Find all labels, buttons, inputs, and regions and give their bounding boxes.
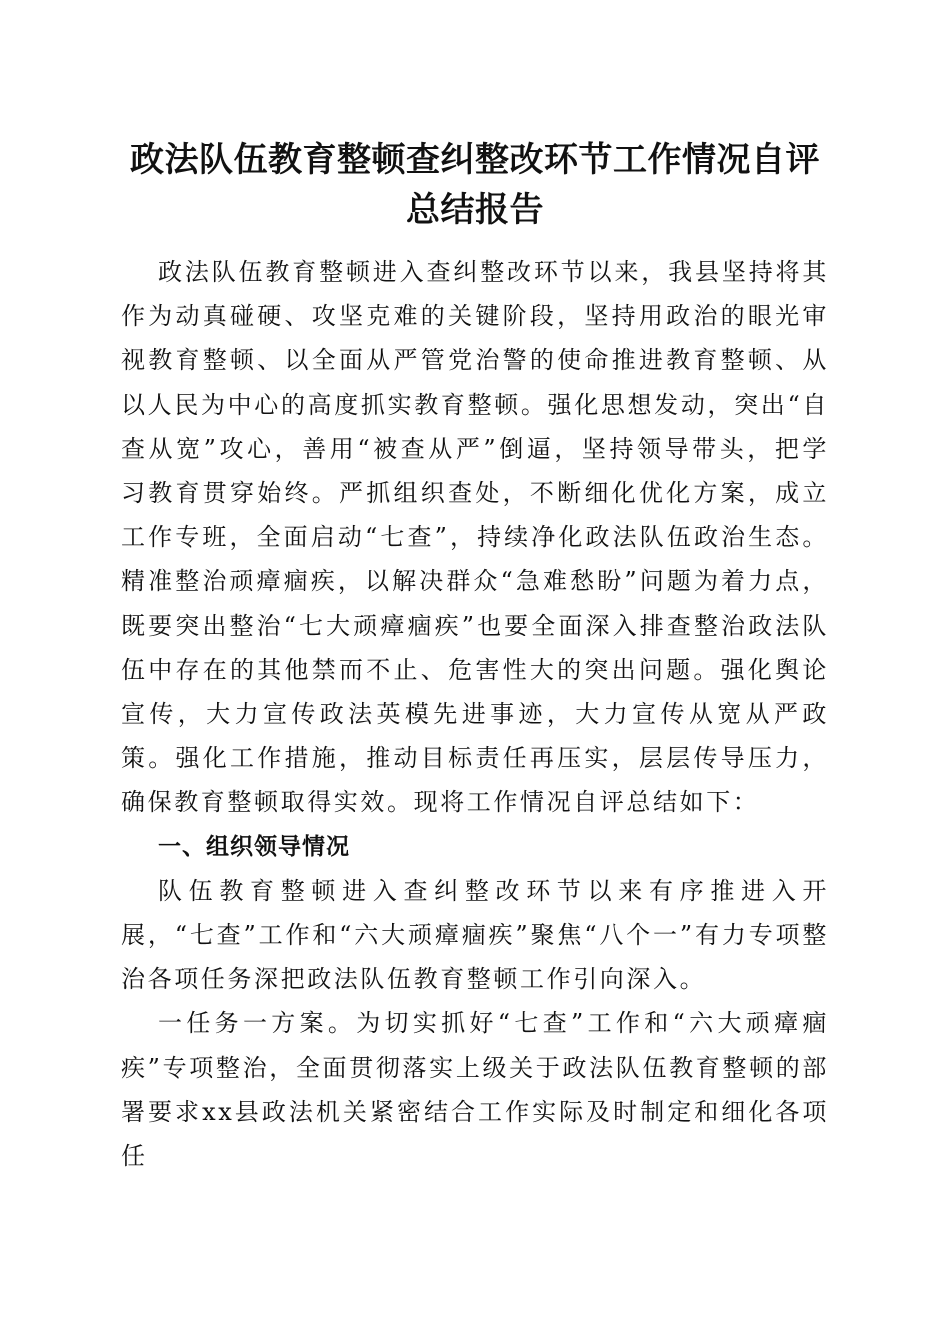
title-line-1: 政法队伍教育整顿查纠整改环节工作情况自评 [130, 140, 820, 180]
document-title [110, 135, 840, 235]
document-body [121, 250, 829, 1178]
paragraph-one-task-one-plan: 一任务一方案。为切实抓好“七查”工作和“六大顽瘴痼疾”专项整治，全面贯彻落实上级关于政法队伍教育整顿的部署要求xx县政法机关紧密结合工作实际及时制定和细化各项任 [121, 1009, 829, 1171]
section-heading-1: 一、组织领导情况 [158, 833, 350, 860]
paragraph-intro: 政法队伍教育整顿进入查纠整改环节以来，我县坚持将其作为动真碰硬、攻坚克难的关键阶段，坚持用政治的眼光审视教育整顿、以全面从严管党治警的使命推进教育整顿、从以人民为中心的高度抓实教育整顿。强化思想发动，突出“自查从宽”攻心，善用“被查从严”倒逼，坚持领导带头，把学习教育贯穿始终。严抓组织查处，不断细化优化方案，成立工作专班，全面启动“七查”，持续净化政法队伍政治生态。精准整治顽瘴痼疾，以解决群众“急难愁盼”问题为着力点，既要突出整治“七大顽瘴痼疾”也要全面深入排查整治政法队伍中存在的其他禁而不止、危害性大的突出问题。强化舆论宣传，大力宣传政法英模先进事迹，大力宣传从宽从严政策。强化工作措施，推动目标责任再压实，层层传导压力，确保教育整顿取得实效。现将工作情况自评总结如下： [121, 258, 829, 817]
title-line-2: 总结报告 [406, 190, 544, 230]
paragraph-section1-intro: 队伍教育整顿进入查纠整改环节以来有序推进入开展，“七查”工作和“六大顽瘴痼疾”聚焦“八个一”有力专项整治各项任务深把政法队伍教育整顿工作引向深入。 [121, 876, 829, 994]
